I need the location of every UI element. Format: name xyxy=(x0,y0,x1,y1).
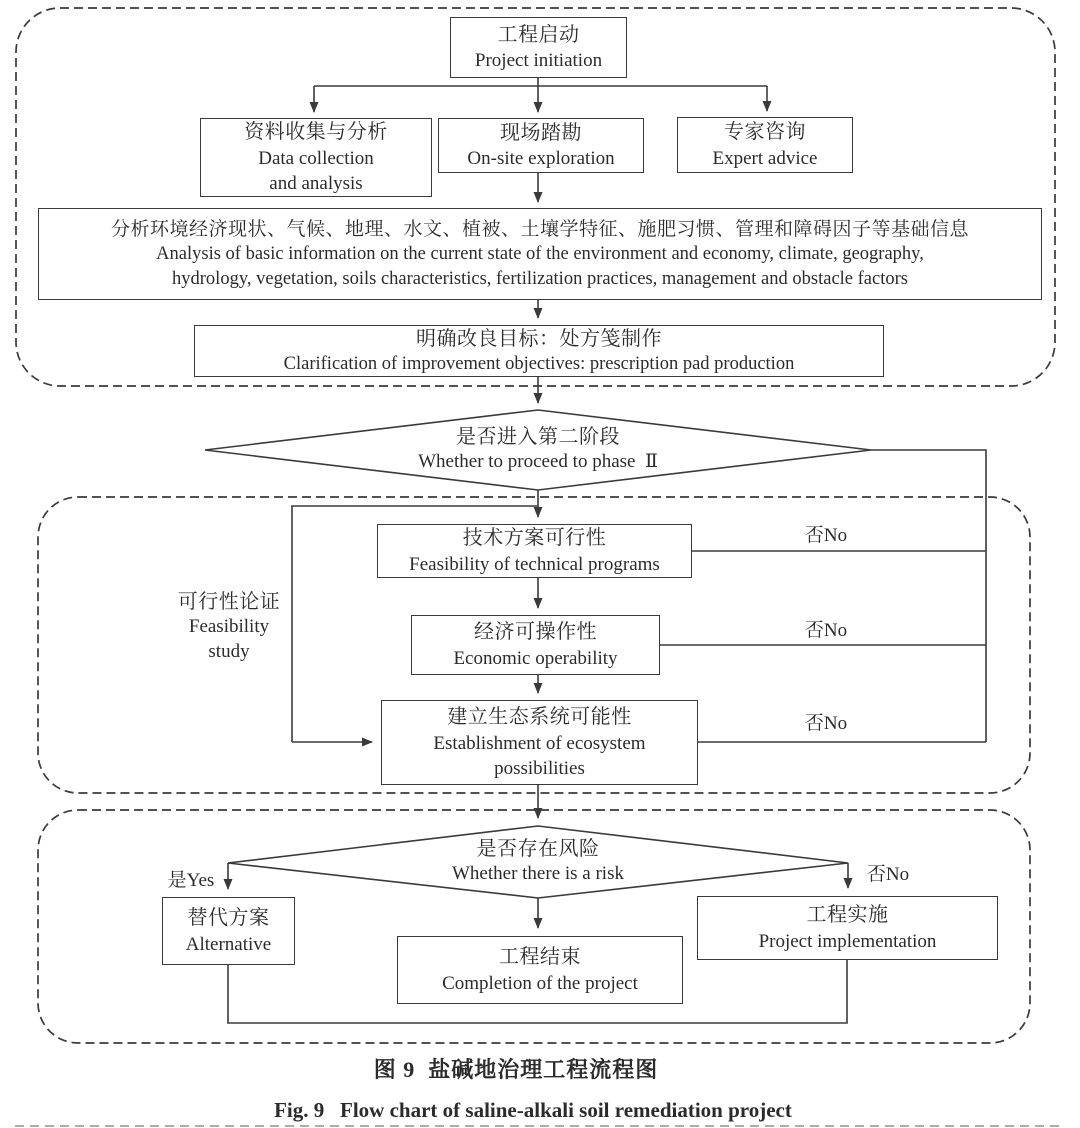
label-feasibility-study xyxy=(154,590,304,664)
decision-proceed-phase2-en: Whether to proceed to phase Ⅱ xyxy=(418,450,658,472)
node-ecosystem-establishment-en1: Establishment of ecosystem xyxy=(433,732,646,754)
node-project-initiation-en: Project initiation xyxy=(474,50,603,72)
node-improvement-objectives xyxy=(194,325,884,377)
node-expert-advice-en: Expert advice xyxy=(712,147,818,169)
node-technical-feasibility xyxy=(377,524,692,578)
node-onsite-exploration-en: On-site exploration xyxy=(467,148,615,170)
node-project-completion-zh: 工程结束 xyxy=(499,946,581,969)
node-project-initiation xyxy=(450,17,627,78)
node-alternative-zh: 替代方案 xyxy=(187,907,270,930)
node-basic-info-analysis-en2: hydrology, vegetation, soils characteristics, fertilization practices, management and obstacle factors xyxy=(172,268,908,289)
node-economic-operability-en: Economic operability xyxy=(453,647,618,669)
node-expert-advice xyxy=(677,117,853,173)
node-data-collection-en2: and analysis xyxy=(269,172,363,194)
node-data-collection-en1: Data collection xyxy=(258,147,374,169)
node-onsite-exploration-zh: 现场踏勘 xyxy=(500,121,582,144)
node-project-completion xyxy=(397,936,683,1004)
node-ecosystem-establishment xyxy=(381,700,698,785)
node-economic-operability-zh: 经济可操作性 xyxy=(474,621,597,644)
node-project-implementation-en: Project implementation xyxy=(758,930,937,952)
node-ecosystem-establishment-zh: 建立生态系统可能性 xyxy=(447,706,632,729)
label-yes: 是Yes xyxy=(167,869,215,891)
decision-proceed-phase2-label xyxy=(338,421,738,477)
label-feasibility-study-en2: study xyxy=(208,641,250,662)
node-technical-feasibility-zh: 技术方案可行性 xyxy=(462,527,607,550)
node-onsite-exploration xyxy=(438,118,644,173)
node-data-collection xyxy=(200,118,432,197)
decision-risk-zh: 是否存在风险 xyxy=(476,837,600,860)
label-no-1: 否No xyxy=(804,524,848,546)
node-basic-info-analysis-en1: Analysis of basic information on the current state of the environment and economy, climate, geography, xyxy=(156,244,924,265)
node-alternative xyxy=(162,897,295,965)
decision-risk-label xyxy=(348,835,728,887)
label-no-3: 否No xyxy=(804,712,848,734)
node-improvement-objectives-en: Clarification of improvement objectives: prescription pad production xyxy=(283,354,795,374)
label-feasibility-study-zh: 可行性论证 xyxy=(177,591,281,614)
node-data-collection-zh: 资料收集与分析 xyxy=(244,121,388,144)
node-expert-advice-zh: 专家咨询 xyxy=(724,121,806,144)
figure-caption-zh: 图 9 盐碱地治理工程流程图 xyxy=(373,1056,659,1082)
node-project-initiation-zh: 工程启动 xyxy=(497,23,580,46)
label-no-2: 否No xyxy=(804,619,848,641)
decision-proceed-phase2-zh: 是否进入第二阶段 xyxy=(456,425,620,448)
node-technical-feasibility-en: Feasibility of technical programs xyxy=(409,553,660,575)
node-basic-info-analysis-zh: 分析环境经济现状、气候、地理、水文、植被、土壤学特征、施肥习惯、管理和障碍因子等基础信息 xyxy=(110,219,969,241)
label-feasibility-study-en1: Feasibility xyxy=(188,616,270,638)
node-project-implementation xyxy=(697,896,998,960)
node-ecosystem-establishment-en2: possibilities xyxy=(494,757,585,779)
node-basic-info-analysis xyxy=(38,208,1042,300)
node-project-completion-en: Completion of the project xyxy=(442,972,638,994)
node-project-implementation-zh: 工程实施 xyxy=(806,904,889,927)
node-improvement-objectives-zh: 明确改良目标：处方笺制作 xyxy=(416,327,662,350)
figure-caption-en: Fig. 9 Flow chart of saline-alkali soil remediation project xyxy=(274,1098,792,1123)
decision-risk-en: Whether there is a risk xyxy=(452,862,624,884)
node-alternative-en: Alternative xyxy=(185,933,272,955)
label-no-risk: 否No xyxy=(866,863,910,885)
node-economic-operability xyxy=(411,615,660,675)
